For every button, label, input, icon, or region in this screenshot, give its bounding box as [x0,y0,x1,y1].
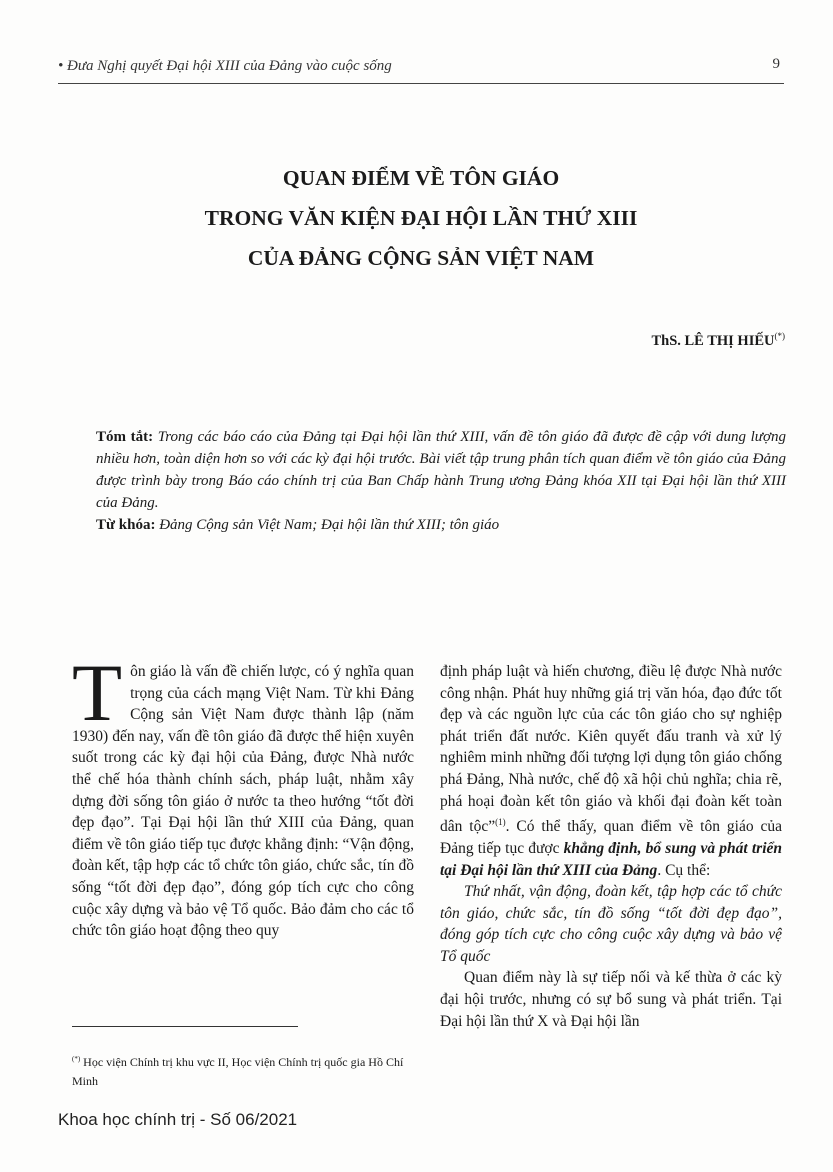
keywords-paragraph [96,514,786,536]
citation-ref: (1) [495,817,506,828]
body-paragraph [72,647,414,942]
abstract-block [96,426,786,536]
body-text: . Có thể thấy, quan điểm về tôn giáo của Đảng tiếp tục được [440,818,782,857]
abstract-paragraph [96,426,786,514]
emphasis-text: khẳng định, bổ sung và phát triển tại Đại hội lần thứ XIII của Đảng [440,839,783,879]
body-text: định pháp luật và hiến chương, điều lệ được Nhà nước công nhận. Phát huy những giá trị văn hóa, đạo đức tốt đẹp và các nguồn lực của các tôn giáo cho sự nghiệp phát triển đất nước. Kiên quyết đấu tranh và xử lý nghiêm minh những đối tượng lợi dụng tôn giáo chống phá Đảng, Nhà nước, chế độ xã hội chủ nghĩa; chia rẽ, phá hoại đoàn kết tôn giáo và khối đại đoàn kết toàn dân tộc” [440,663,782,836]
footnote-text: Học viện Chính trị khu vực II, Học viện Chính trị quốc gia Hồ Chí Minh [72,1055,404,1088]
journal-footer: Khoa học chính trị - Số 06/2021 [58,1110,298,1129]
body-text: . Cụ thể: [657,861,711,879]
title-line-3: CỦA ĐẢNG CỘNG SẢN VIỆT NAM [247,246,595,270]
running-header [58,58,784,75]
footnote-divider [72,1026,298,1027]
title-line-1: QUAN ĐIỂM VỀ TÔN GIÁO [282,166,560,190]
page-number: 9 [772,56,780,72]
keywords-text: Đảng Cộng sản Việt Nam; Đại hội lần thứ XIII; tôn giáo [159,517,500,533]
footnote [72,1050,417,1091]
footnote-mark: (*) [72,1055,81,1063]
drop-cap: T [72,647,123,738]
article-title [58,158,784,278]
body-paragraph [440,661,782,881]
body-column-left [72,647,414,942]
abstract-label: Tóm tắt: [96,429,154,445]
body-text: ôn giáo là vấn đề chiến lược, có ý nghĩa quan trọng của cách mạng Việt Nam. Từ khi Đảng Cộng sản Việt Nam được thành lập (năm 1930) đến nay, vấn đề tôn giáo đã được thể hiện xuyên suốt trong các kỳ đại hội của Đảng, được Nhà nước thể chế hóa thành chính sách, pháp luật, nhằm xây dựng đời sống tôn giáo ở nước ta theo hướng “tốt đời đẹp đạo”. Tại Đại hội lần thứ XIII của Đảng, quan điểm về tôn giáo tiếp tục được khẳng định: “Vận động, đoàn kết, tập hợp các tổ chức tôn giáo, chức sắc, tín đồ sống “tốt đời đẹp đạo”, đóng góp tích cực cho công cuộc xây dựng và bảo vệ Tổ quốc. Bảo đảm cho các tổ chức tôn giáo hoạt động theo quy [72,663,414,940]
body-paragraph [440,967,782,1032]
header-divider [58,83,784,84]
author-note-mark: (*) [774,331,785,341]
abstract-text: Trong các báo cáo của Đảng tại Đại hội lần thứ XIII, vấn đề tôn giáo đã được đề cập với dung lượng nhiều hơn, toàn diện hơn so với các kỳ đại hội trước. Bài viết tập trung phân tích quan điểm về tôn giáo của Đảng được trình bày trong Báo cáo chính trị của Ban Chấp hành Trung ương Đảng khóa XII tại Đại hội lần thứ XIII của Đảng. [96,429,786,511]
body-text: Quan điểm này là sự tiếp nối và kế thừa ở các kỳ đại hội trước, nhưng có sự bổ sung và phát triển. Tại Đại hội lần thứ X và Đại hội lần [440,969,782,1030]
subheading-paragraph [440,881,782,967]
body-column-right [440,661,782,1032]
author-byline [651,331,785,350]
keywords-label: Từ khóa: [96,517,156,533]
running-title: • Đưa Nghị quyết Đại hội XIII của Đảng vào cuộc sống [58,58,392,74]
title-line-2: TRONG VĂN KIỆN ĐẠI HỘI LẦN THỨ XIII [204,206,638,230]
author-name: ThS. LÊ THỊ HIẾU [651,332,775,349]
subheading-text: Thứ nhất, vận động, đoàn kết, tập hợp các tổ chức tôn giáo, chức sắc, tín đồ sống “tốt đời đẹp đạo”, đóng góp tích cực cho công cuộc xây dựng và bảo vệ Tổ quốc [440,883,782,965]
